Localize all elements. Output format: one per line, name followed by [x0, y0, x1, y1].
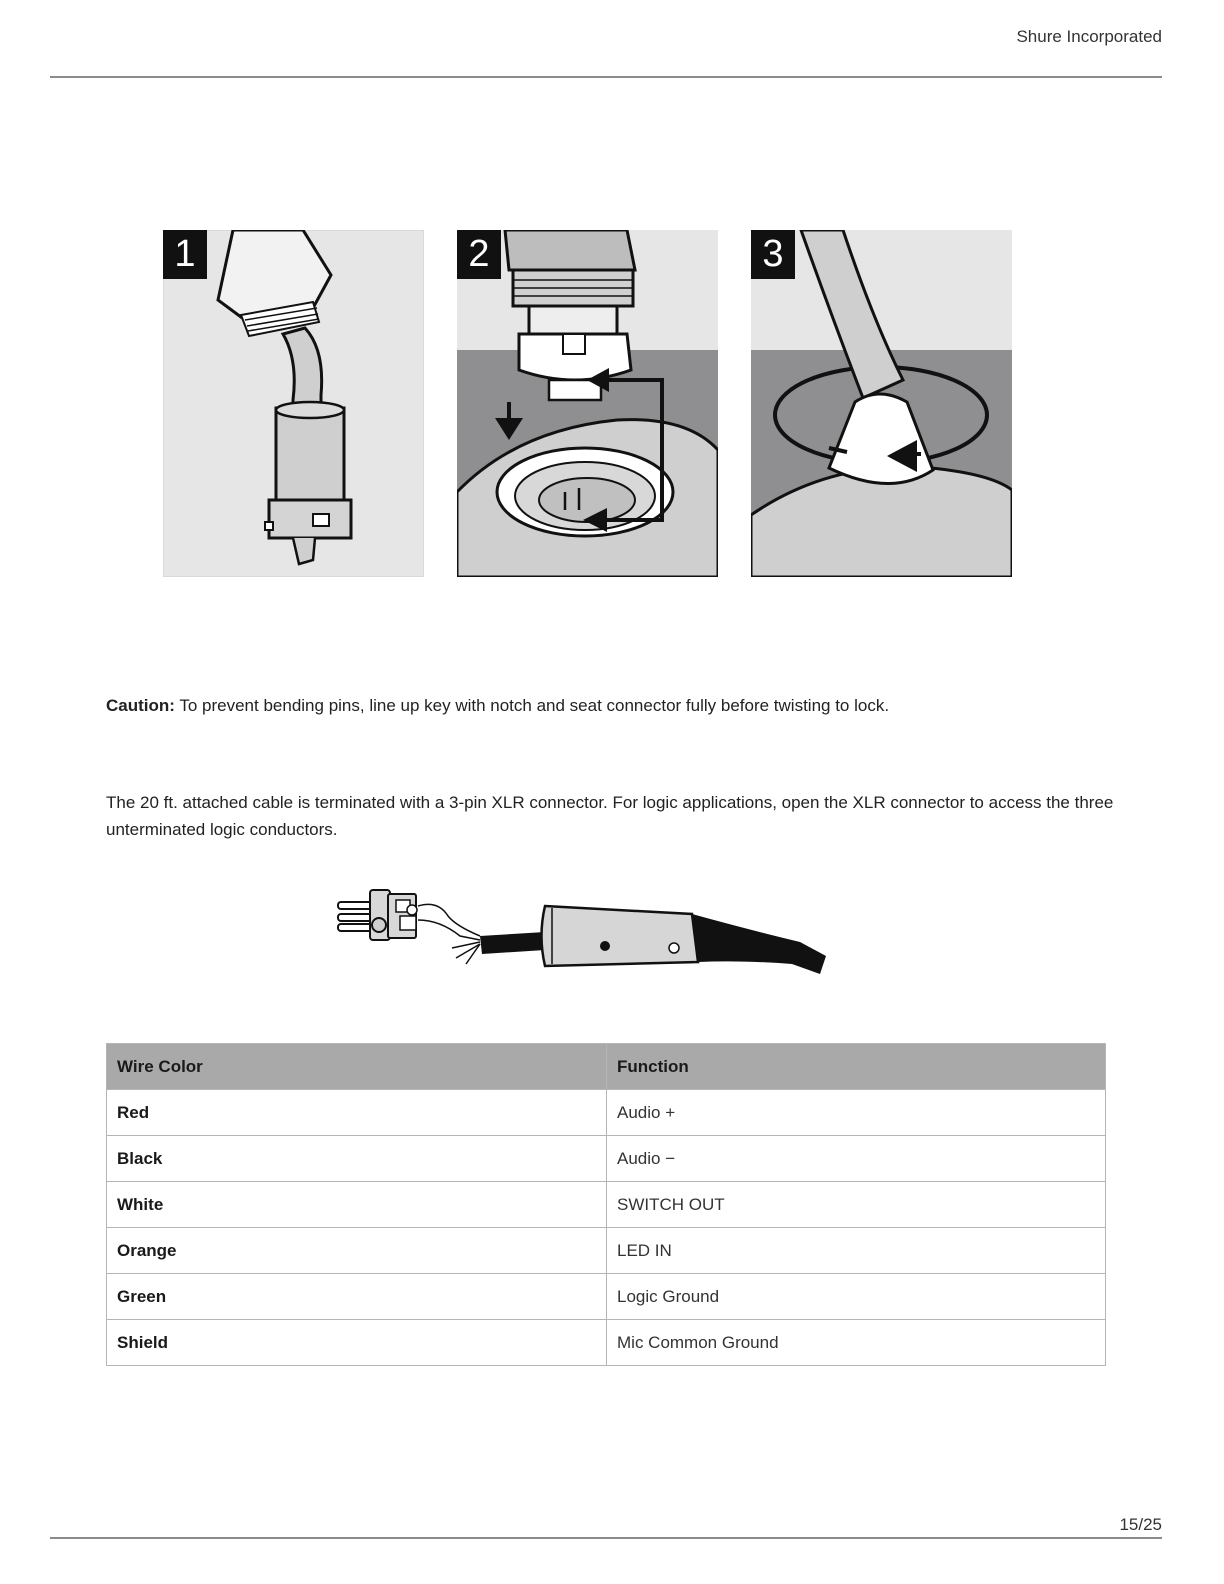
- column-header-function: Function: [607, 1044, 1106, 1090]
- header-company-name: Shure Incorporated: [1016, 27, 1162, 46]
- column-header-wire-color: Wire Color: [107, 1044, 607, 1090]
- wire-function-cell: Audio +: [607, 1090, 1106, 1136]
- footer-rule: [50, 1537, 1162, 1539]
- step-1-illustration: [163, 230, 424, 577]
- step-number-badge: 3: [751, 230, 795, 279]
- table-row: [107, 1228, 1106, 1274]
- wire-function-cell: LED IN: [607, 1228, 1106, 1274]
- wire-function-cell: Audio −: [607, 1136, 1106, 1182]
- wire-color-cell: Orange: [107, 1228, 607, 1274]
- caution-label: Caution:: [106, 696, 175, 715]
- step-number-badge: 2: [457, 230, 501, 279]
- table-row: [107, 1090, 1106, 1136]
- table-row: [107, 1274, 1106, 1320]
- header-rule: [50, 76, 1162, 78]
- table-row: [107, 1320, 1106, 1366]
- wire-color-cell: White: [107, 1182, 607, 1228]
- wire-function-cell: SWITCH OUT: [607, 1182, 1106, 1228]
- wire-color-cell: Black: [107, 1136, 607, 1182]
- step-3-illustration: [751, 230, 1012, 577]
- wire-function-cell: Logic Ground: [607, 1274, 1106, 1320]
- step-2-drawing: [457, 230, 718, 577]
- step-number-badge: 1: [163, 230, 207, 279]
- wire-color-cell: Shield: [107, 1320, 607, 1366]
- step-3-drawing: [751, 230, 1012, 577]
- cable-description: The 20 ft. attached cable is terminated with a 3-pin XLR connector. For logic applications, open the XLR connector to access the three unterminated logic conductors.: [106, 793, 1114, 839]
- table-row: [107, 1136, 1106, 1182]
- wire-function-cell: Mic Common Ground: [607, 1320, 1106, 1366]
- step-2-illustration: [457, 230, 718, 577]
- page-number: 15/25: [1119, 1515, 1162, 1534]
- table-row: [107, 1182, 1106, 1228]
- xlr-connector-illustration: [330, 880, 835, 985]
- xlr-connector-drawing: [330, 880, 835, 980]
- table-header-row: [107, 1044, 1106, 1090]
- caution-text: To prevent bending pins, line up key with notch and seat connector fully before twisting to lock.: [179, 696, 890, 715]
- wire-color-table: [106, 1043, 1106, 1366]
- step-1-drawing: [163, 230, 424, 577]
- caution-note: [106, 695, 889, 717]
- wire-color-cell: Green: [107, 1274, 607, 1320]
- wire-color-cell: Red: [107, 1090, 607, 1136]
